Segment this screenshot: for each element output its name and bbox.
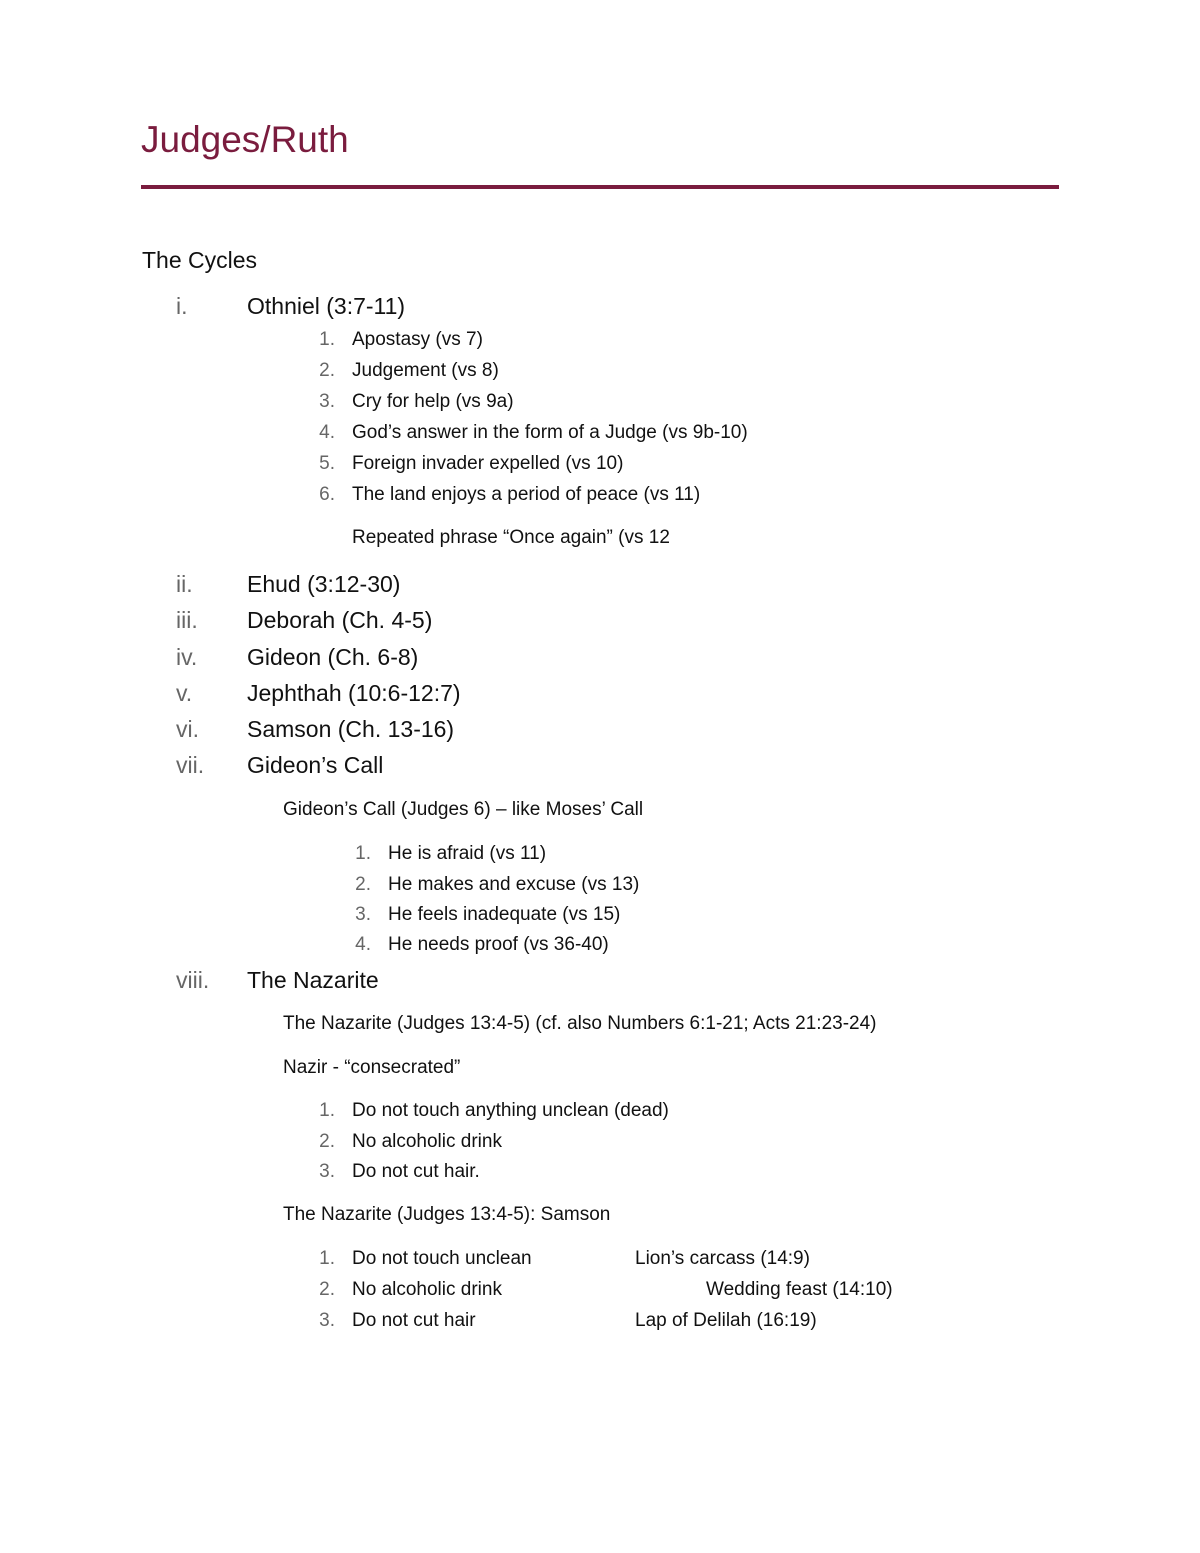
samson-item-number: 3. xyxy=(319,1310,335,1331)
cycle-label-samson: Samson (Ch. 13-16) xyxy=(247,716,455,742)
gideon-call-heading: Gideon’s Call (Judges 6) – like Moses’ Call xyxy=(283,799,644,820)
cycle-label-ehud: Ehud (3:12-30) xyxy=(247,571,401,597)
samson-item-number: 2. xyxy=(319,1279,335,1300)
nazarite-definition: Nazir - “consecrated” xyxy=(283,1057,461,1078)
othniel-step: The land enjoys a period of peace (vs 11) xyxy=(352,484,701,505)
cycle-label-nazarite: The Nazarite xyxy=(247,967,379,993)
samson-vow: Do not cut hair xyxy=(352,1310,476,1331)
cycle-numeral: iv. xyxy=(176,644,198,670)
samson-vow: No alcoholic drink xyxy=(352,1279,502,1300)
cycle-numeral: iii. xyxy=(176,607,198,633)
step-number: 3. xyxy=(319,391,335,412)
section-heading: The Cycles xyxy=(142,247,258,273)
cycle-numeral: ii. xyxy=(176,571,193,597)
cycle-numeral: vi. xyxy=(176,716,199,742)
othniel-step: Foreign invader expelled (vs 10) xyxy=(352,453,624,474)
gideon-call-item: He is afraid (vs 11) xyxy=(388,843,547,864)
othniel-step: Apostasy (vs 7) xyxy=(352,329,483,350)
item-number: 2. xyxy=(355,874,371,895)
cycle-numeral: i. xyxy=(176,293,188,319)
step-number: 2. xyxy=(319,360,335,381)
samson-vow: Do not touch unclean xyxy=(352,1248,532,1269)
gideon-call-item: He feels inadequate (vs 15) xyxy=(388,904,621,925)
title-underline-rule xyxy=(141,185,1059,189)
cycle-label-deborah: Deborah (Ch. 4-5) xyxy=(247,607,433,633)
samson-nazarite-heading: The Nazarite (Judges 13:4-5): Samson xyxy=(283,1204,611,1225)
samson-vow-reference: Lion’s carcass (14:9) xyxy=(635,1248,810,1269)
vow-number: 2. xyxy=(319,1131,335,1152)
step-number: 6. xyxy=(319,484,335,505)
step-number: 1. xyxy=(319,329,335,350)
othniel-step: Cry for help (vs 9a) xyxy=(352,391,514,412)
cycle-label-gideon: Gideon (Ch. 6-8) xyxy=(247,644,419,670)
cycle-label-othniel: Othniel (3:7-11) xyxy=(247,293,406,319)
nazarite-vow: No alcoholic drink xyxy=(352,1131,502,1152)
nazarite-heading: The Nazarite (Judges 13:4-5) (cf. also Numbers 6:1-21; Acts 21:23-24) xyxy=(283,1013,877,1034)
vow-number: 1. xyxy=(319,1100,335,1121)
samson-vow-reference: Wedding feast (14:10) xyxy=(706,1279,893,1300)
cycle-numeral: vii. xyxy=(176,752,205,778)
step-number: 4. xyxy=(319,422,335,443)
step-number: 5. xyxy=(319,453,335,474)
cycle-label-jephthah: Jephthah (10:6-12:7) xyxy=(247,680,461,706)
item-number: 1. xyxy=(355,843,371,864)
gideon-call-item: He needs proof (vs 36-40) xyxy=(388,934,609,955)
item-number: 3. xyxy=(355,904,371,925)
cycle-label-gideons-call: Gideon’s Call xyxy=(247,752,384,778)
item-number: 4. xyxy=(355,934,371,955)
nazarite-vow: Do not cut hair. xyxy=(352,1161,480,1182)
othniel-step: God’s answer in the form of a Judge (vs 9b-10) xyxy=(352,422,748,443)
gideon-call-item: He makes and excuse (vs 13) xyxy=(388,874,640,895)
cycle-numeral: viii. xyxy=(176,967,210,993)
samson-item-number: 1. xyxy=(319,1248,335,1269)
nazarite-vow: Do not touch anything unclean (dead) xyxy=(352,1100,669,1121)
cycle-numeral: v. xyxy=(176,680,193,706)
othniel-step: Judgement (vs 8) xyxy=(352,360,499,381)
othniel-note: Repeated phrase “Once again” (vs 12 xyxy=(352,527,670,548)
vow-number: 3. xyxy=(319,1161,335,1182)
document-title: Judges/Ruth xyxy=(141,119,349,160)
samson-vow-reference: Lap of Delilah (16:19) xyxy=(635,1310,817,1331)
